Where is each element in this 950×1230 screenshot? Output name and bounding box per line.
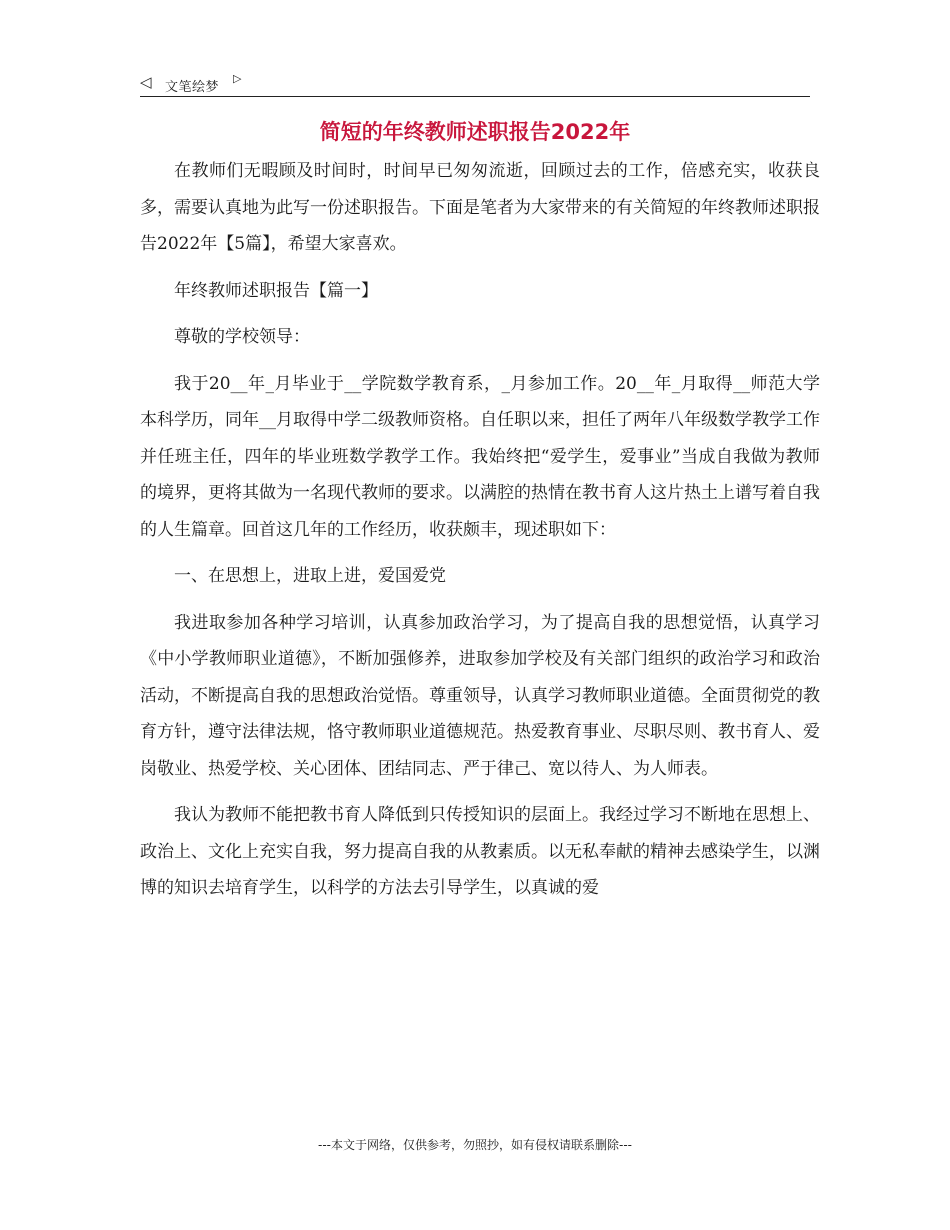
document-body [140,153,820,917]
section-heading-part-one: 年终教师述职报告【篇一】 [174,280,378,301]
body-paragraph: 我于20__年_月毕业于__学院数学教育系，_月参加工作。20__年_月取得__师范大学本科学历，同年__月取得中学二级教师资格。自任职以来，担任了两年八年级数学教学工作并任班主任，四年的毕业班数学教学工作。我始终把“爱学生，爱事业”当成自我做为教师的境界，更将其做为一名现代教师的要求。以满腔的热情在教书育人这片热土上谱写着自我的人生篇章。回首这几年的工作经历，收获颇丰，现述职如下： [140,373,820,540]
triangle-right-icon: ▷ [233,72,242,85]
body-paragraph: 我进取参加各种学习培训，认真参加政治学习，为了提高自我的思想觉悟，认真学习《中小学教师职业道德》，不断加强修养，进取参加学校及有关部门组织的政治学习和政治活动，不断提高自我的思想政治觉悟。尊重领导，认真学习教师职业道德。全面贯彻党的教育方针，遵守法律法规，恪守教师职业道德规范。热爱教育事业、尽职尽则、教书育人、爱岗敬业、热爱学校、关心团体、团结同志、严于律己、宽以待人、为人师表。 [140,612,820,779]
footer-notice: ---本文于网络，仅供参考，勿照抄，如有侵权请联系删除--- [318,1138,632,1152]
triangle-left-icon: ◁ [140,73,152,91]
salutation: 尊敬的学校领导： [174,327,310,347]
intro-paragraph: 在教师们无暇顾及时间时，时间早已匆匆流逝，回顾过去的工作，倍感充实，收获良多，需要认真地为此写一份述职报告。下面是笔者为大家带来的有关简短的年终教师述职报告2022年【5篇】，希望大家喜欢。 [140,161,820,254]
page-header [140,72,810,97]
brand-name: 文笔绘梦 [165,80,220,95]
section-heading-ideology: 一、在思想上，进取上进，爱国爱党 [174,566,446,586]
document-title: 简短的年终教师述职报告2022年 [319,120,631,144]
body-paragraph: 我认为教师不能把教书育人降低到只传授知识的层面上。我经过学习不断地在思想上、政治上、文化上充实自我，努力提高自我的从教素质。以无私奉献的精神去感染学生，以渊博的知识去培育学生，以科学的方法去引导学生，以真诚的爱 [140,805,820,898]
